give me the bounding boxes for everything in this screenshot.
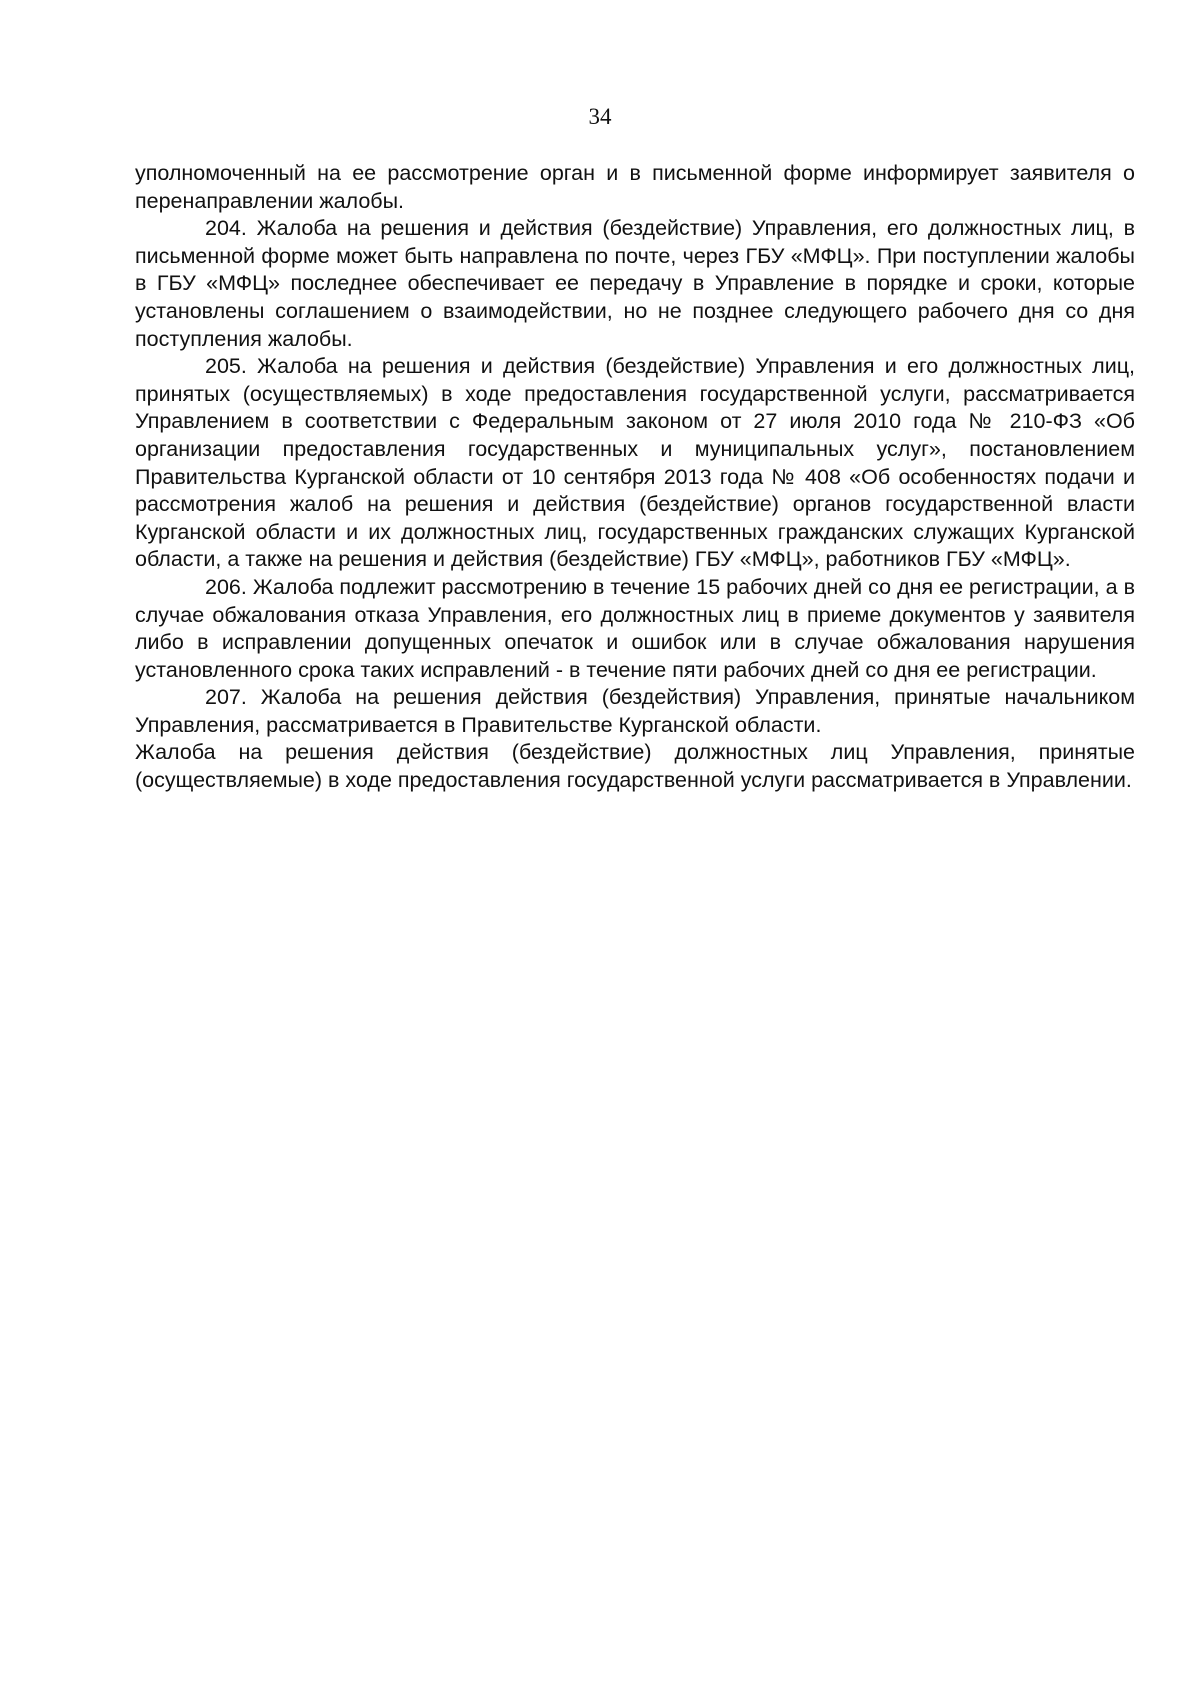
- paragraph-204: 204. Жалоба на решения и действия (бездействие) Управления, его должностных лиц, в письменной форме может быть направлена по почте, через ГБУ «МФЦ». При поступлении жалобы в ГБУ «МФЦ» последнее обеспечивает ее передачу в Управление в порядке и сроки, которые установлены соглашением о взаимодействии, но не позднее следующего рабочего дня со дня поступления жалобы.: [135, 216, 1135, 351]
- document-body: [135, 160, 1135, 795]
- page-number: 34: [588, 104, 612, 129]
- paragraph-205: 205. Жалоба на решения и действия (бездействие) Управления и его должностных лиц, принятых (осуществляемых) в ходе предоставления государственной услуги, рассматривается Управлением в соответствии с Федеральным законом от 27 июля 2010 года № 210-ФЗ «Об организации предоставления государственных и муниципальных услуг», постановлением Правительства Курганской области от 10 сентября 2013 года № 408 «Об особенностях подачи и рассмотрения жалоб на решения и действия (бездействие) органов государственной власти Курганской области и их должностных лиц, государственных гражданских служащих Курганской области, а также на решения и действия (бездействие) ГБУ «МФЦ», работников ГБУ «МФЦ».: [135, 354, 1135, 572]
- paragraph-continuation: уполномоченный на ее рассмотрение орган и в письменной форме информирует заявителя о перенаправлении жалобы.: [135, 161, 1135, 213]
- paragraph-207-continuation: Жалоба на решения действия (бездействие) должностных лиц Управления, принятые (осуществляемые) в ходе предоставления государственной услуги рассматривается в Управлении.: [135, 740, 1135, 793]
- paragraph-207: 207. Жалоба на решения действия (бездействия) Управления, принятые начальником Управления, рассматривается в Правительстве Курганской области.: [135, 685, 1135, 737]
- paragraph-206: 206. Жалоба подлежит рассмотрению в течение 15 рабочих дней со дня ее регистрации, а в случае обжалования отказа Управления, его должностных лиц в приеме документов у заявителя либо в исправлении допущенных опечаток и ошибок или в случае обжалования нарушения установленного срока таких исправлений - в течение пяти рабочих дней со дня ее регистрации.: [135, 574, 1135, 682]
